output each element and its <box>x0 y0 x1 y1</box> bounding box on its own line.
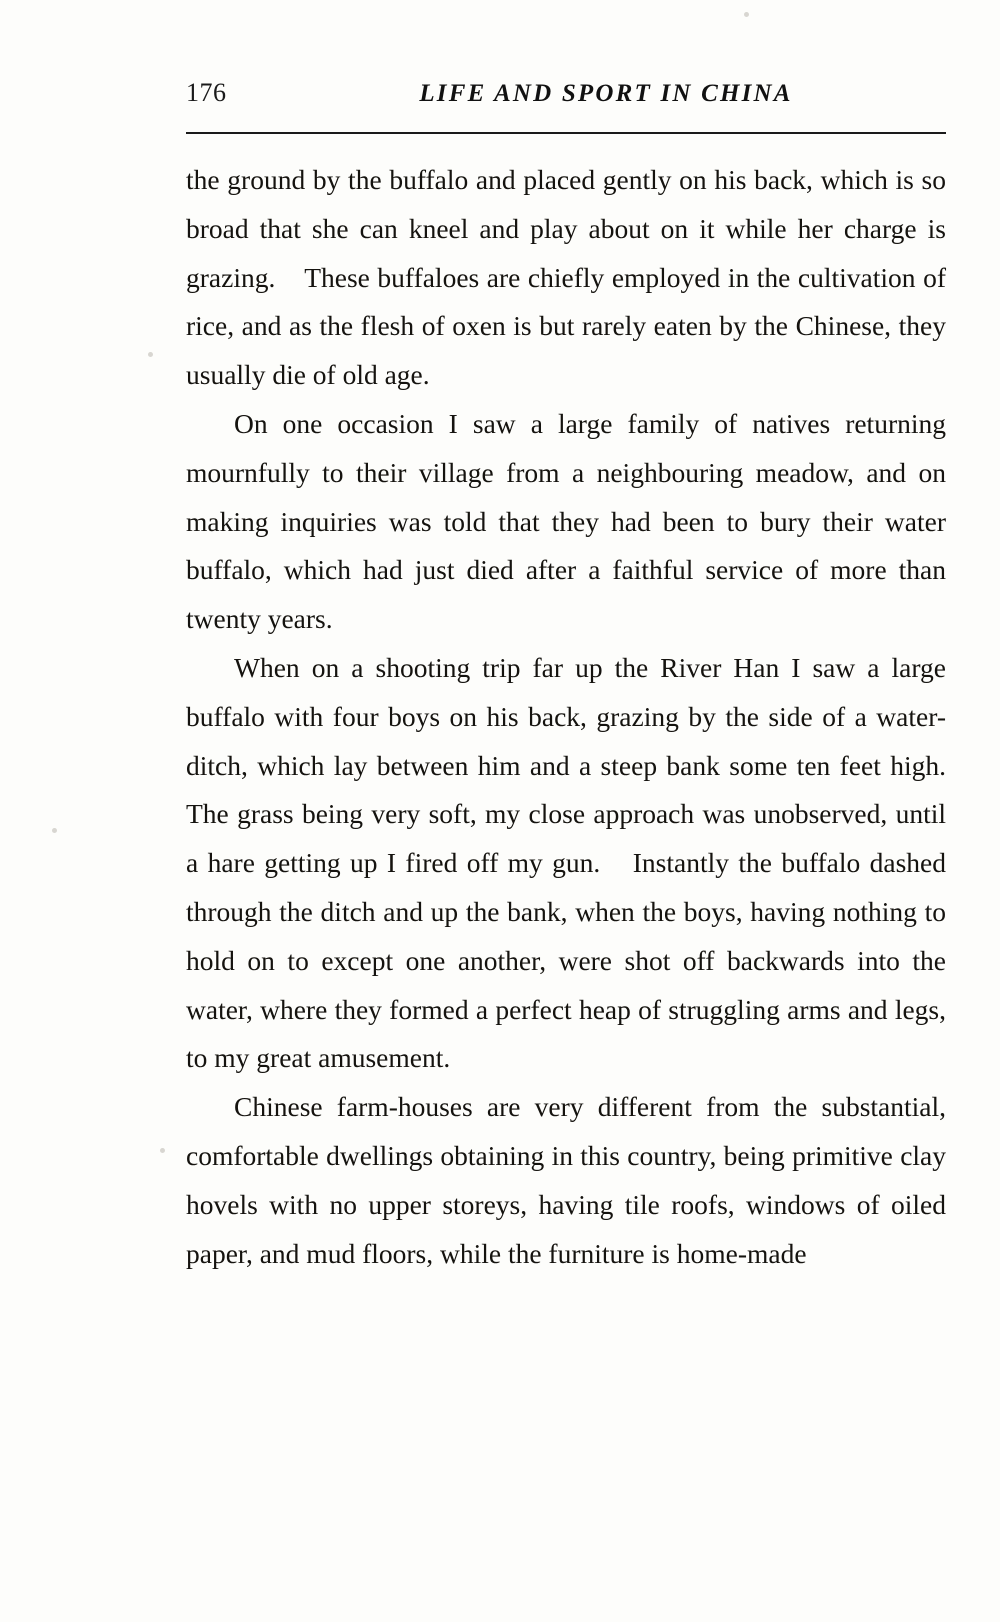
running-title: LIFE AND SPORT IN CHINA <box>419 80 793 107</box>
paper-speck <box>52 828 57 833</box>
paragraph: the ground by the buffalo and placed gently on his back, which is so broad that she can kneel and play about on it while her charge is grazing. These buffaloes are chiefly employed in the cultivation of rice, and as the flesh of oxen is but rarely eaten by the Chinese, they usually die of old age. <box>186 164 946 391</box>
body-text <box>186 156 974 1278</box>
header-rule <box>186 132 946 134</box>
page-number: 176 <box>186 78 227 107</box>
page-content <box>186 78 974 1278</box>
paragraph: When on a shooting trip far up the River Han I saw a large buffalo with four boys on his back, grazing by the side of a water-ditch, which lay between him and a steep bank some ten feet high. The grass being very soft, my close approach was unobserved, until a hare getting up I fired off my gun. Instantly the buffalo dashed through the ditch and up the bank, when the boys, having nothing to hold on to except one another, were shot off backwards into the water, where they formed a perfect heap of struggling arms and legs, to my great amusement. <box>186 651 974 1074</box>
page-header <box>186 78 946 122</box>
paper-speck <box>744 12 749 17</box>
paragraph: Chinese farm-houses are very different from the substantial, comfortable dwellings obtaining in this country, being primitive clay hovels with no upper storeys, having tile roofs, windows of oiled paper, and mud floors, while the furniture is home-made <box>186 1091 946 1269</box>
paper-speck <box>160 1148 165 1153</box>
paper-speck <box>148 352 153 357</box>
paragraph: On one occasion I saw a large family of natives returning mournfully to their village from a neighbouring meadow, and on making inquiries was told that they had been to bury their water buffalo, which had just died after a faithful service of more than twenty years. <box>186 407 946 635</box>
